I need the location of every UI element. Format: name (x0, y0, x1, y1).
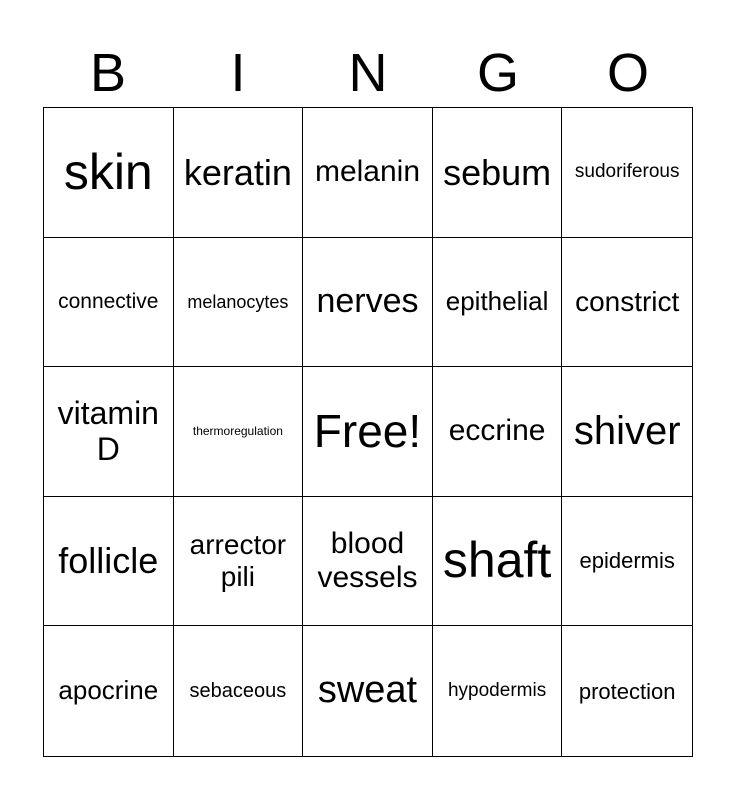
cell-text: melanocytes (187, 291, 289, 312)
header-letter-g: G (476, 43, 519, 103)
cell-text: nerves (316, 282, 419, 321)
cell-text: shiver (573, 409, 681, 454)
bingo-cell[interactable] (44, 108, 174, 238)
bingo-cell[interactable] (433, 108, 563, 238)
bingo-cell[interactable] (44, 238, 174, 368)
bingo-cell[interactable] (562, 497, 692, 627)
bingo-cell[interactable] (433, 238, 563, 368)
cell-text: Free! (313, 405, 422, 458)
cell-text: thermoregulation (192, 423, 283, 438)
bingo-cell[interactable] (303, 108, 433, 238)
bingo-cell[interactable] (174, 238, 304, 368)
header-letter-i: I (230, 43, 246, 103)
bingo-cell[interactable] (433, 367, 563, 497)
header-letter-o: O (606, 43, 649, 103)
cell-text: follicle (58, 540, 159, 582)
bingo-cell[interactable] (433, 626, 563, 756)
cell-text: protection (578, 678, 676, 704)
header-letter-n: N (348, 43, 388, 103)
cell-text: hypodermis (447, 680, 547, 702)
bingo-board (43, 107, 693, 757)
header-letter-b: B (89, 43, 127, 103)
cell-text: apocrine (58, 675, 159, 706)
bingo-cell[interactable] (562, 626, 692, 756)
bingo-cell[interactable] (303, 626, 433, 756)
bingo-cell[interactable] (44, 497, 174, 627)
bingo-cell[interactable] (174, 108, 304, 238)
cell-text: skin (63, 143, 153, 200)
bingo-cell[interactable] (303, 497, 433, 627)
bingo-cell[interactable] (303, 367, 433, 497)
bingo-cell[interactable] (44, 367, 174, 497)
cell-text: sebaceous (189, 679, 287, 702)
cell-text: sebum (443, 151, 552, 193)
cell-text: vitamin D (57, 394, 159, 468)
bingo-cell[interactable] (174, 497, 304, 627)
bingo-cell[interactable] (433, 497, 563, 627)
cell-text: epidermis (579, 548, 675, 574)
cell-text: blood vessels (317, 526, 418, 595)
cell-text: sweat (317, 669, 418, 712)
cell-text: constrict (575, 285, 680, 317)
bingo-header (43, 40, 693, 106)
bingo-cell[interactable] (44, 626, 174, 756)
cell-text: keratin (183, 151, 292, 193)
bingo-cell[interactable] (562, 108, 692, 238)
cell-text: melanin (314, 155, 421, 189)
cell-text: shaft (442, 532, 552, 589)
cell-text: epithelial (445, 285, 549, 316)
bingo-cell[interactable] (174, 626, 304, 756)
bingo-cell[interactable] (562, 367, 692, 497)
cell-text: arrector pili (189, 528, 287, 593)
cell-text: sudoriferous (574, 161, 680, 183)
bingo-cell[interactable] (562, 238, 692, 368)
bingo-cell[interactable] (174, 367, 304, 497)
cell-text: eccrine (448, 414, 546, 448)
bingo-cell[interactable] (303, 238, 433, 368)
cell-text: connective (58, 289, 159, 313)
